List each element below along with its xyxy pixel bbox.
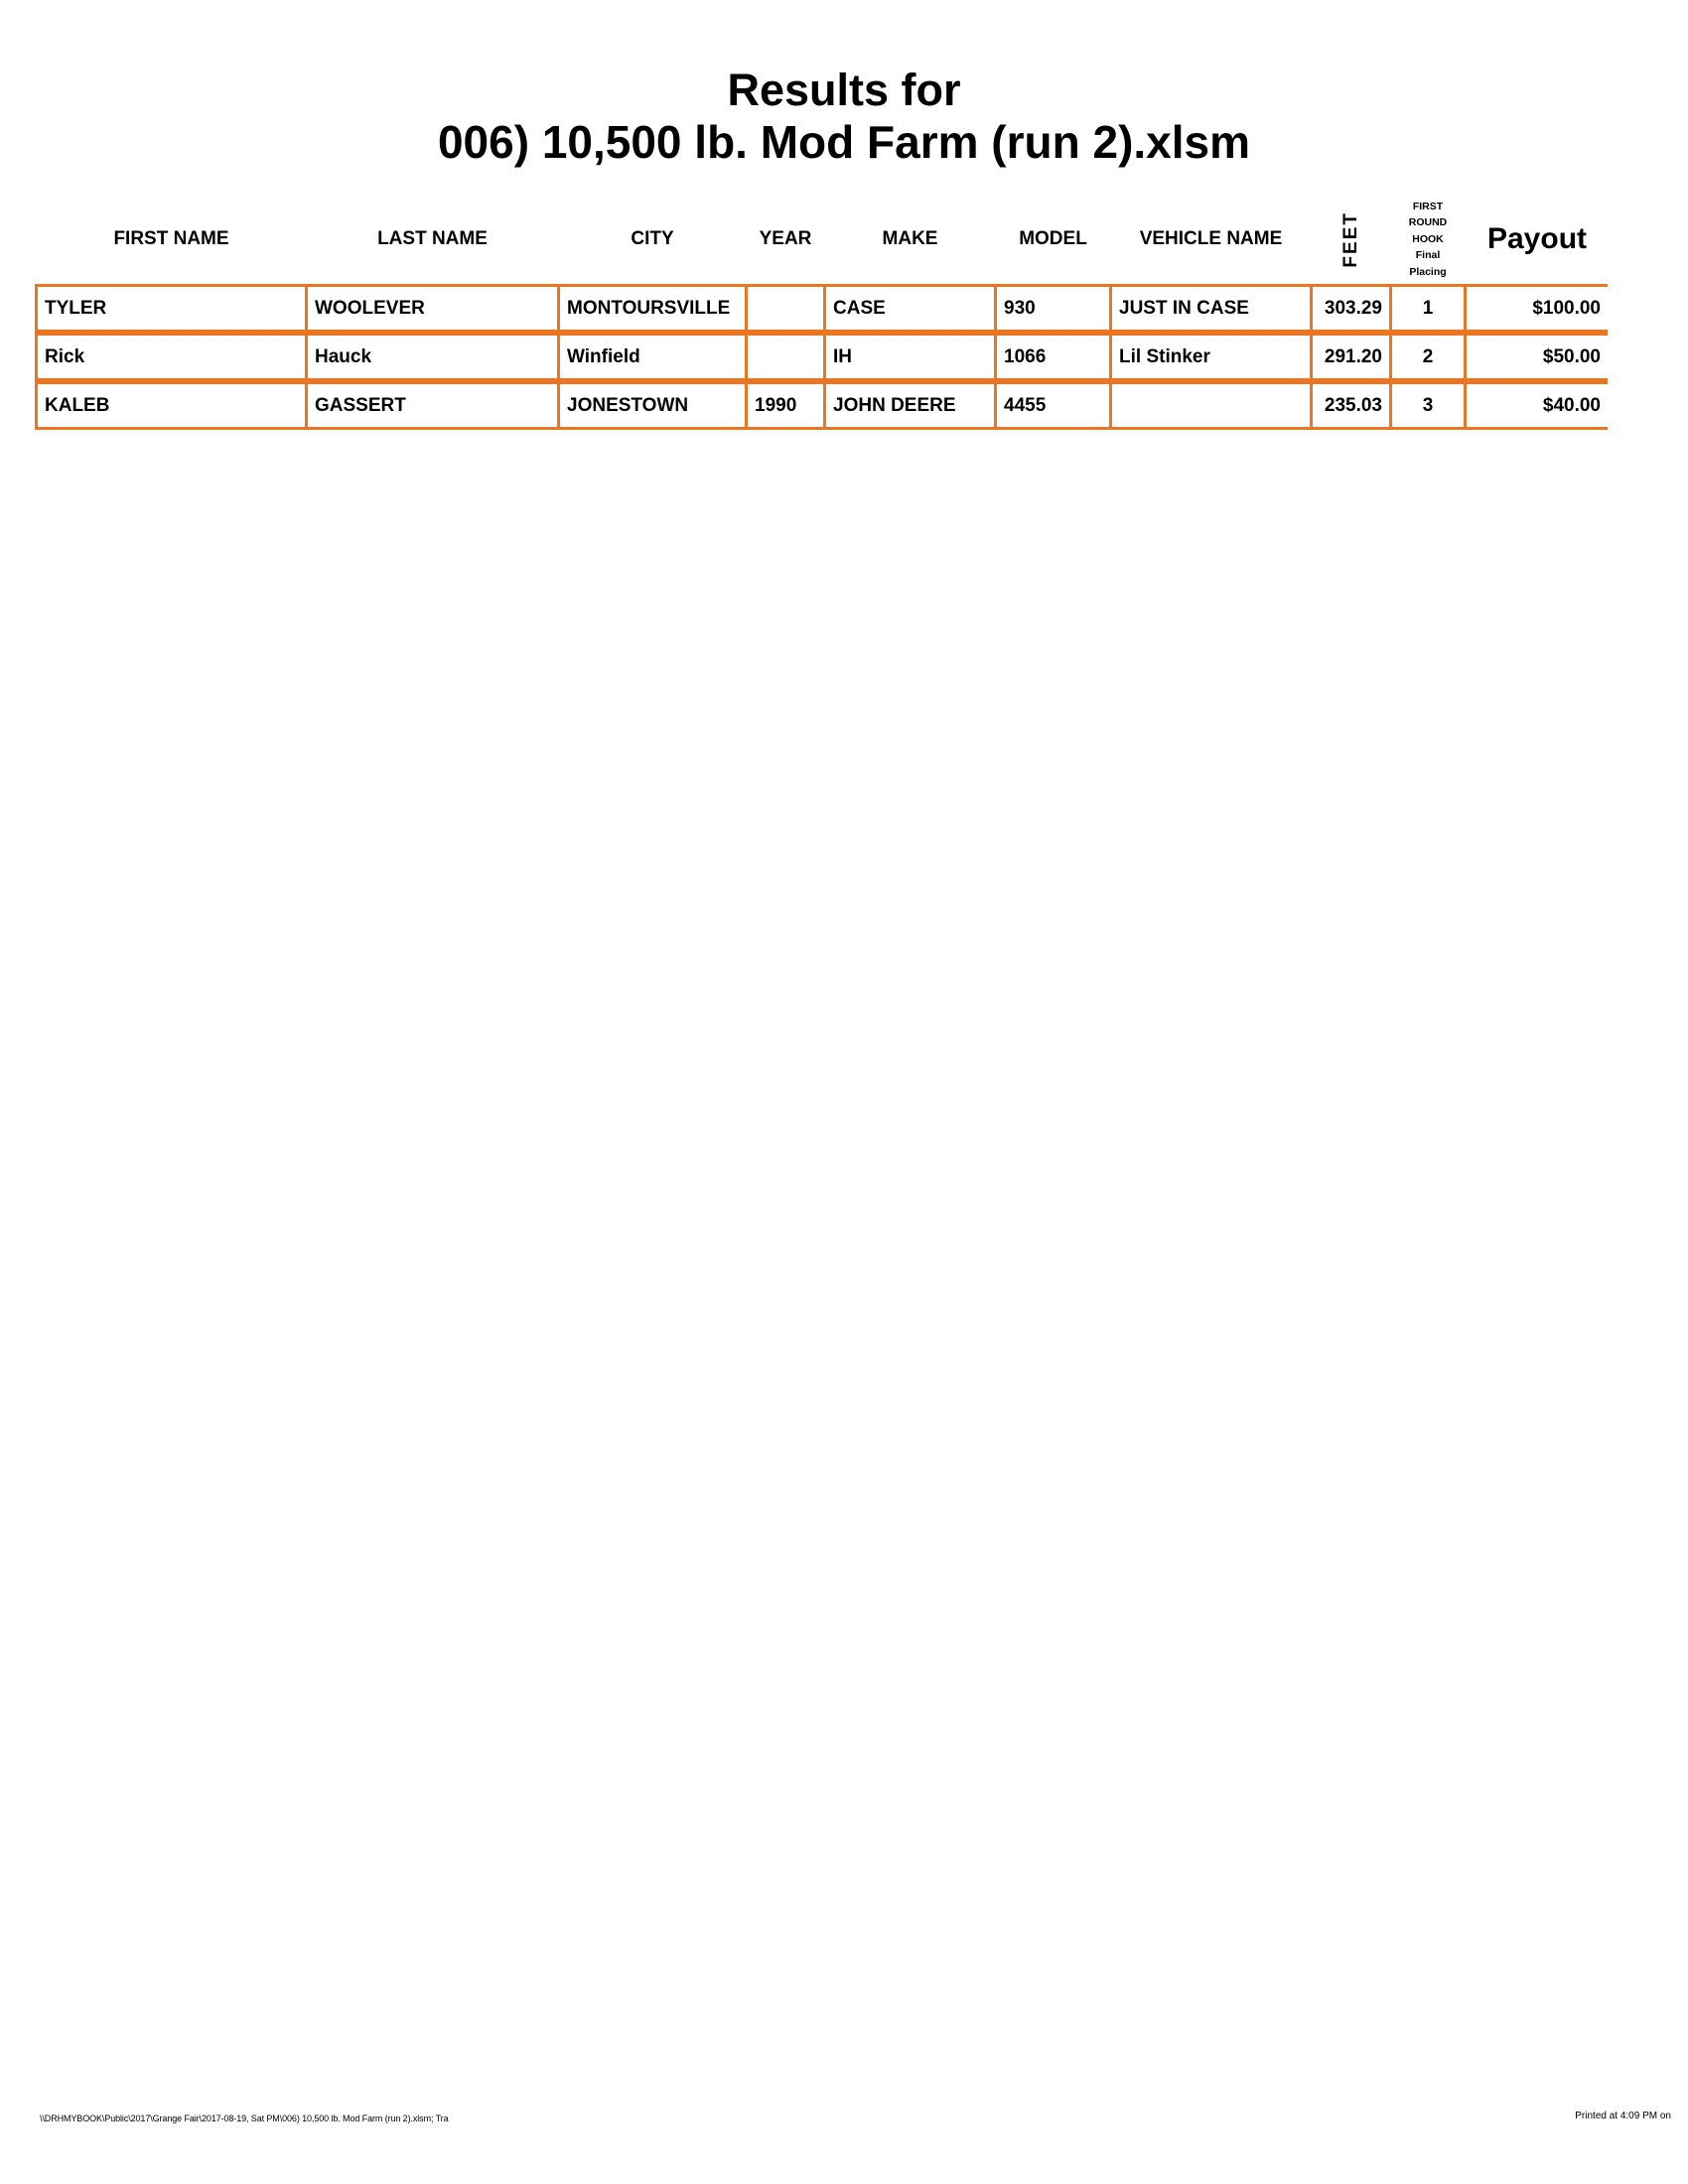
- cell-feet: 291.20: [1313, 336, 1392, 378]
- cell-feet: 235.03: [1313, 384, 1392, 427]
- cell-first-name: TYLER: [38, 287, 308, 330]
- hook-header-line: HOOK: [1412, 232, 1444, 245]
- col-header-make: MAKE: [882, 228, 938, 249]
- cell-make: IH: [826, 336, 997, 378]
- page-title-line1: Results for: [727, 65, 961, 115]
- cell-last-name: GASSERT: [308, 384, 560, 427]
- cell-placing: 2: [1392, 336, 1467, 378]
- hook-header-line: ROUND: [1408, 216, 1448, 229]
- col-header-first-name: FIRST NAME: [113, 228, 229, 249]
- cell-placing: 1: [1392, 287, 1467, 330]
- col-header-feet: [1313, 196, 1392, 283]
- col-header-model: MODEL: [1019, 228, 1087, 249]
- cell-year: [748, 336, 826, 378]
- col-header-first-round-hook-final-placing: [1392, 196, 1467, 283]
- col-header-payout: Payout: [1486, 222, 1588, 255]
- cell-last-name: Hauck: [308, 336, 560, 378]
- table-body: [35, 284, 1608, 430]
- hook-header-line: Final: [1415, 249, 1441, 262]
- cell-make: CASE: [826, 287, 997, 330]
- table-header-row: [38, 196, 1608, 283]
- cell-model: 1066: [997, 336, 1112, 378]
- cell-city: JONESTOWN: [560, 384, 748, 427]
- cell-last-name: WOOLEVER: [308, 287, 560, 330]
- col-header-year: YEAR: [759, 228, 812, 249]
- table-row: [35, 333, 1608, 381]
- cell-make: JOHN DEERE: [826, 384, 997, 427]
- cell-payout: $50.00: [1542, 345, 1601, 367]
- cell-payout: $40.00: [1542, 394, 1601, 416]
- footer-printed-at: Printed at 4:09 PM on: [1575, 2111, 1671, 2121]
- cell-payout: $100.00: [1532, 297, 1601, 319]
- cell-city: MONTOURSVILLE: [560, 287, 748, 330]
- col-header-last-name: LAST NAME: [377, 228, 488, 249]
- cell-city: Winfield: [560, 336, 748, 378]
- col-header-vehicle-name: VEHICLE NAME: [1139, 228, 1283, 249]
- footer-file-path: \\DRHMYBOOK\Public\2017\Grange Fair\2017-08-19, Sat PM\006) 10,500 lb. Mod Farm (run 2).xlsm; Tra: [40, 2114, 449, 2123]
- cell-year: [748, 287, 826, 330]
- cell-first-name: KALEB: [38, 384, 308, 427]
- feet-vertical-label: FEET: [1340, 210, 1361, 268]
- col-header-city: CITY: [631, 228, 674, 249]
- page-title-line2: 006) 10,500 lb. Mod Farm (run 2).xlsm: [437, 116, 1251, 168]
- cell-model: 930: [997, 287, 1112, 330]
- hook-header-line: Placing: [1409, 265, 1447, 278]
- cell-feet: 303.29: [1313, 287, 1392, 330]
- cell-year: 1990: [748, 384, 826, 427]
- cell-model: 4455: [997, 384, 1112, 427]
- cell-first-name: Rick: [38, 336, 308, 378]
- cell-vehicle-name: [1112, 384, 1313, 427]
- cell-placing: 3: [1392, 384, 1467, 427]
- hook-header-line: FIRST: [1412, 200, 1444, 212]
- cell-vehicle-name: Lil Stinker: [1112, 336, 1313, 378]
- table-row: [35, 284, 1608, 333]
- table-row: [35, 381, 1608, 430]
- cell-vehicle-name: JUST IN CASE: [1112, 287, 1313, 330]
